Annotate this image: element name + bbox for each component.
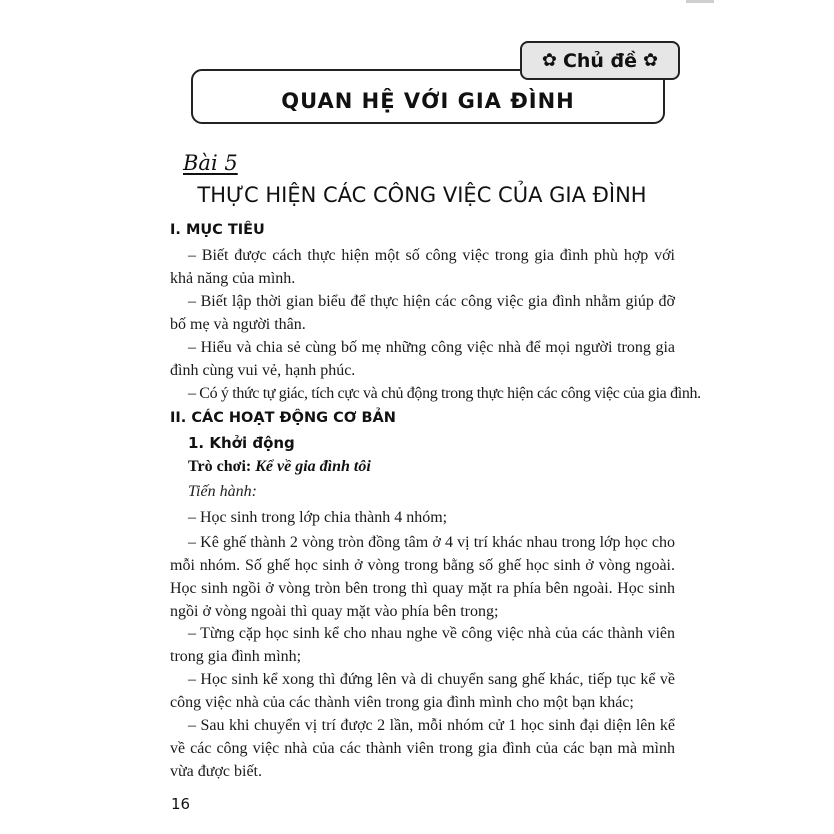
procedure-label: Tiến hành: [188, 483, 257, 500]
procedure-step: – Kê ghế thành 2 vòng tròn đồng tâm ở 4 vị trí khác nhau trong lớp học cho mỗi nhóm. Số ghế học sinh ở vòng trong bằng số ghế học sinh ở vòng ngoài. Học sinh ngồi ở vòng tròn bên trong thì quay mặt ra phía bên ngoài. Học sinh ngồi ở vòng ngoài thì quay mặt vào phía bên trong; [170, 534, 675, 620]
procedure-step: – Học sinh kể xong thì đứng lên và di chuyển sang ghế khác, tiếp tục kể về công việc nhà của các thành viên trong gia đình mình cho một bạn khác; [170, 671, 675, 711]
chapter-title: QUAN HỆ VỚI GIA ĐÌNH [281, 89, 575, 113]
flower-icon: ✿ [643, 49, 659, 71]
objective-item: – Biết được cách thực hiện một số công việc trong gia đình phù hợp với khả năng của mình. [170, 247, 675, 287]
page-number: 16 [171, 795, 191, 813]
procedure-step: – Học sinh trong lớp chia thành 4 nhóm; [188, 509, 448, 526]
subsection-heading: 1. Khởi động [188, 434, 295, 452]
topic-label: Chủ đề [562, 49, 638, 72]
game-line [188, 458, 371, 476]
topic-tab [520, 41, 680, 80]
procedure-step: – Từng cặp học sinh kể cho nhau nghe về công việc nhà của các thành viên trong gia đình mình; [170, 625, 675, 665]
objective-item: – Có ý thức tự giác, tích cực và chủ động trong thực hiện các công việc của gia đình. [188, 385, 701, 402]
section-heading-activities: II. CÁC HOẠT ĐỘNG CƠ BẢN [170, 410, 396, 426]
flower-icon: ✿ [541, 49, 557, 71]
game-name: Kể về gia đình tôi [255, 458, 371, 475]
section-heading-objectives: I. MỤC TIÊU [170, 222, 265, 238]
objective-item: – Hiểu và chia sẻ cùng bố mẹ những công việc nhà để mọi người trong gia đình cùng vui vẻ, hạnh phúc. [170, 339, 675, 379]
lesson-title: THỰC HIỆN CÁC CÔNG VIỆC CỦA GIA ĐÌNH [197, 183, 647, 207]
objective-item: – Biết lập thời gian biểu để thực hiện các công việc gia đình nhằm giúp đỡ bố mẹ và người thân. [170, 293, 675, 333]
procedure-step: – Sau khi chuyển vị trí được 2 lần, mỗi nhóm cử 1 học sinh đại diện lên kể về các công việc nhà của các thành viên trong gia đình của các bạn mà mình vừa được biết. [170, 717, 675, 780]
game-label: Trò chơi: [188, 458, 256, 475]
top-edge-mark [686, 0, 714, 3]
lesson-number: Bài 5 [183, 151, 238, 175]
